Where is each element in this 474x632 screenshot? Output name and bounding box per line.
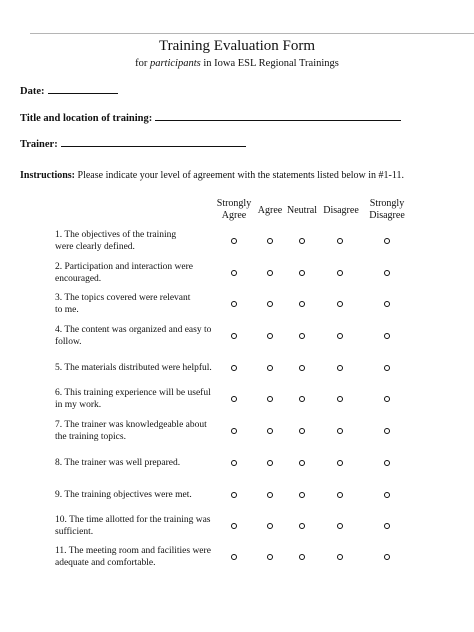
- question-10-agree-radio[interactable]: [267, 523, 273, 529]
- question-10-strongly-disagree-radio[interactable]: [384, 523, 390, 529]
- question-6-agree-radio[interactable]: [267, 396, 273, 402]
- question-4-agree-radio[interactable]: [267, 333, 273, 339]
- question-5-line1: 5. The materials distributed were helpful.: [55, 363, 212, 373]
- trainer-field: [20, 136, 246, 150]
- date-label: Date:: [20, 86, 45, 97]
- column-strongly-agree-line1: Strongly: [216, 198, 252, 209]
- question-11-neutral-radio[interactable]: [299, 554, 305, 560]
- question-4-neutral-radio[interactable]: [299, 333, 305, 339]
- title-location-field: [20, 110, 401, 124]
- question-4-text: [55, 324, 215, 348]
- question-11-text: [55, 545, 215, 569]
- question-7-agree-radio[interactable]: [267, 428, 273, 434]
- question-1-line1: 1. The objectives of the training: [55, 230, 177, 240]
- question-3-strongly-agree-radio[interactable]: [231, 301, 237, 307]
- question-10-line1: 10. The time allotted for the training was: [55, 515, 211, 525]
- subtitle-prefix: for: [135, 58, 148, 69]
- question-6-text: [55, 387, 215, 411]
- question-7-line2: the training topics.: [55, 432, 126, 442]
- question-2-agree-radio[interactable]: [267, 270, 273, 276]
- column-strongly-disagree-line2: Disagree: [369, 210, 405, 221]
- question-6-neutral-radio[interactable]: [299, 396, 305, 402]
- question-7-line1: 7. The trainer was knowledgeable about: [55, 420, 207, 430]
- instructions: [20, 170, 404, 181]
- question-10-neutral-radio[interactable]: [299, 523, 305, 529]
- question-8-strongly-disagree-radio[interactable]: [384, 460, 390, 466]
- question-4-line1: 4. The content was organized and easy to: [55, 325, 212, 335]
- question-9-text: [55, 489, 215, 501]
- question-2-line1: 2. Participation and interaction were: [55, 262, 193, 272]
- form-subtitle: [0, 58, 474, 69]
- trainer-label: Trainer:: [20, 139, 58, 150]
- question-7-neutral-radio[interactable]: [299, 428, 305, 434]
- question-6-strongly-disagree-radio[interactable]: [384, 396, 390, 402]
- question-2-strongly-disagree-radio[interactable]: [384, 270, 390, 276]
- column-disagree: Disagree: [323, 205, 359, 216]
- question-8-neutral-radio[interactable]: [299, 460, 305, 466]
- question-3-text: [55, 292, 215, 316]
- question-7-strongly-agree-radio[interactable]: [231, 428, 237, 434]
- date-field: [20, 83, 118, 97]
- question-9-agree-radio[interactable]: [267, 492, 273, 498]
- subtitle-suffix: in Iowa ESL Regional Trainings: [203, 58, 339, 69]
- question-11-agree-radio[interactable]: [267, 554, 273, 560]
- question-1-strongly-agree-radio[interactable]: [231, 238, 237, 244]
- question-10-text: [55, 514, 215, 538]
- question-3-neutral-radio[interactable]: [299, 301, 305, 307]
- question-8-disagree-radio[interactable]: [337, 460, 343, 466]
- question-11-strongly-agree-radio[interactable]: [231, 554, 237, 560]
- question-11-line1: 11. The meeting room and facilities were: [55, 546, 211, 556]
- column-agree: Agree: [257, 205, 283, 216]
- question-11-strongly-disagree-radio[interactable]: [384, 554, 390, 560]
- question-1-strongly-disagree-radio[interactable]: [384, 238, 390, 244]
- instructions-label: Instructions:: [20, 170, 76, 181]
- question-8-strongly-agree-radio[interactable]: [231, 460, 237, 466]
- question-11-disagree-radio[interactable]: [337, 554, 343, 560]
- question-4-strongly-agree-radio[interactable]: [231, 333, 237, 339]
- question-2-disagree-radio[interactable]: [337, 270, 343, 276]
- question-2-line2: encouraged.: [55, 274, 102, 284]
- title-location-input-line[interactable]: [155, 110, 401, 121]
- trainer-input-line[interactable]: [61, 136, 246, 147]
- question-7-text: [55, 419, 215, 443]
- question-5-text: [55, 362, 215, 374]
- question-2-strongly-agree-radio[interactable]: [231, 270, 237, 276]
- title-location-label: Title and location of training:: [20, 113, 153, 124]
- question-4-disagree-radio[interactable]: [337, 333, 343, 339]
- question-3-agree-radio[interactable]: [267, 301, 273, 307]
- subtitle-italic: participants: [149, 58, 201, 69]
- question-8-text: [55, 457, 215, 469]
- question-4-line2: follow.: [55, 337, 82, 347]
- question-6-strongly-agree-radio[interactable]: [231, 396, 237, 402]
- question-9-disagree-radio[interactable]: [337, 492, 343, 498]
- question-5-disagree-radio[interactable]: [337, 365, 343, 371]
- question-5-strongly-disagree-radio[interactable]: [384, 365, 390, 371]
- column-strongly-disagree-line1: Strongly: [369, 198, 405, 209]
- question-6-line1: 6. This training experience will be useful: [55, 388, 211, 398]
- question-3-line1: 3. The topics covered were relevant: [55, 293, 191, 303]
- question-1-text: [55, 229, 215, 253]
- date-input-line[interactable]: [48, 83, 118, 94]
- top-divider: [30, 33, 474, 34]
- question-9-neutral-radio[interactable]: [299, 492, 305, 498]
- question-1-line2: were clearly defined.: [55, 242, 135, 252]
- column-strongly-disagree: [362, 198, 412, 222]
- question-5-agree-radio[interactable]: [267, 365, 273, 371]
- column-neutral: Neutral: [287, 205, 317, 216]
- question-6-disagree-radio[interactable]: [337, 396, 343, 402]
- question-9-strongly-disagree-radio[interactable]: [384, 492, 390, 498]
- question-9-strongly-agree-radio[interactable]: [231, 492, 237, 498]
- question-8-agree-radio[interactable]: [267, 460, 273, 466]
- question-7-disagree-radio[interactable]: [337, 428, 343, 434]
- question-4-strongly-disagree-radio[interactable]: [384, 333, 390, 339]
- question-5-neutral-radio[interactable]: [299, 365, 305, 371]
- question-10-strongly-agree-radio[interactable]: [231, 523, 237, 529]
- question-9-line1: 9. The training objectives were met.: [55, 490, 192, 500]
- instructions-text: Please indicate your level of agreement with the statements listed below in #1-11.: [77, 170, 404, 181]
- question-5-strongly-agree-radio[interactable]: [231, 365, 237, 371]
- question-2-text: [55, 261, 215, 285]
- question-10-disagree-radio[interactable]: [337, 523, 343, 529]
- question-11-line2: adequate and comfortable.: [55, 558, 156, 568]
- question-1-agree-radio[interactable]: [267, 238, 273, 244]
- question-1-disagree-radio[interactable]: [337, 238, 343, 244]
- question-7-strongly-disagree-radio[interactable]: [384, 428, 390, 434]
- question-2-neutral-radio[interactable]: [299, 270, 305, 276]
- question-1-neutral-radio[interactable]: [299, 238, 305, 244]
- question-3-strongly-disagree-radio[interactable]: [384, 301, 390, 307]
- question-3-line2: to me.: [55, 305, 79, 315]
- question-6-line2: in my work.: [55, 400, 102, 410]
- column-strongly-agree-line2: Agree: [221, 210, 247, 221]
- question-8-line1: 8. The trainer was well prepared.: [55, 458, 181, 468]
- question-10-line2: sufficient.: [55, 527, 94, 537]
- form-title: Training Evaluation Form: [158, 38, 316, 54]
- question-3-disagree-radio[interactable]: [337, 301, 343, 307]
